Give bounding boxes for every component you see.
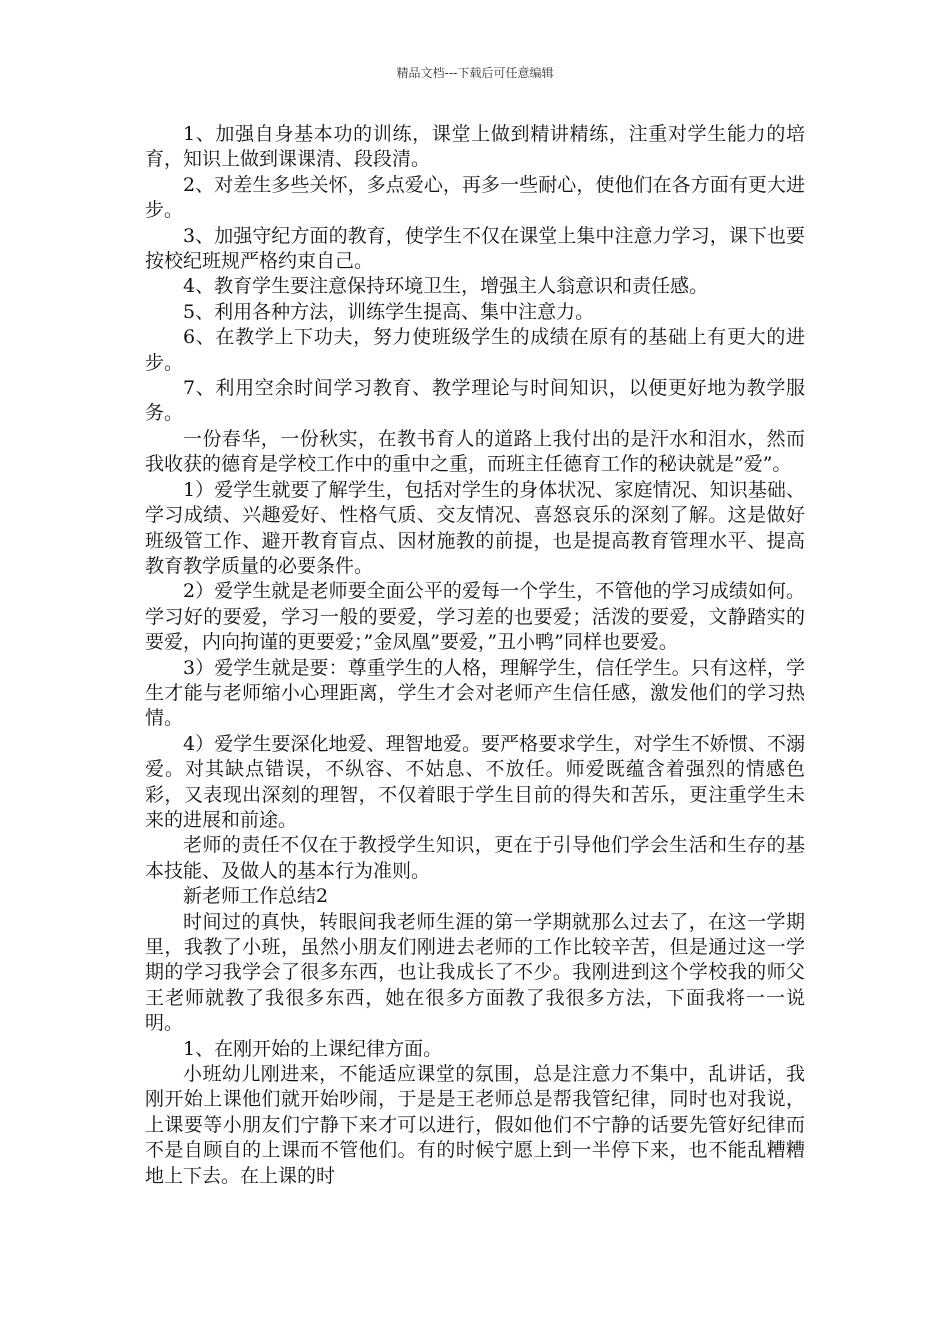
paragraph: 3、加强守纪方面的教育，使学生不仅在课堂上集中注意力学习，课下也要按校纪班规严格约束自己。 — [145, 224, 805, 273]
paragraph: 老师的责任不仅在于教授学生知识，更在于引导他们学会生活和生存的基本技能、及做人的基本行为准则。 — [145, 834, 805, 882]
document-body — [145, 122, 805, 1189]
paragraph: 1、在刚开始的上课纪律方面。 — [183, 1037, 443, 1060]
paragraph: 小班幼儿刚进来，不能适应课堂的氛围，总是注意力不集中，乱讲话，我刚开始上课他们就开始吵闹，于是是王老师总是帮我管纪律，同时也对我说，上课要等小朋友们宁静下来才可以进行，假如他们不宁静的话要先管好纪律而不是自顾自的上课而不管他们。有的时候宁愿上到一半停下来，也不能乱糟糟地上下去。在上课的时 — [145, 1063, 805, 1187]
paragraph: 1、加强自身基本功的训练，课堂上做到精讲精练，注重对学生能力的培育，知识上做到课课清、段段清。 — [145, 123, 805, 171]
paragraph: 一份春华，一份秋实，在教书育人的道路上我付出的是汗水和泪水，然而我收获的德育是学校工作中的重中之重，而班主任德育工作的秘诀就是”爱”。 — [145, 427, 805, 476]
paragraph: 4、教育学生要注意保持环境卫生，增强主人翁意识和责任感。 — [183, 275, 709, 298]
paragraph: 时间过的真快，转眼间我老师生涯的第一学期就那么过去了，在这一学期里，我教了小班，虽然小朋友们刚进去老师的工作比较辛苦，但是通过这一学期的学习我学会了很多东西，也让我成长了不少。我刚进到这个学校我的师父王老师就教了我很多东西，她在很多方面教了我很多方法，下面我将一一说明。 — [145, 910, 805, 1035]
paragraph: 7、利用空余时间学习教育、教学理论与时间知识，以便更好地为教学服务。 — [145, 377, 805, 425]
paragraph: 2、对差生多些关怀，多点爱心，再多一些耐心，使他们在各方面有更大进步。 — [145, 173, 805, 222]
paragraph: 4）爱学生要深化地爱、理智地爱。要严格要求学生，对学生不娇惯、不溺爱。对其缺点错误，不纵容、不姑息、不放任。师爱既蕴含着强烈的情感色彩，又表现出深刻的理智，不仅着眼于学生目前的得失和苦乐，更注重学生未来的进展和前途。 — [145, 732, 805, 831]
paragraph: 5、利用各种方法，训练学生提高、集中注意力。 — [183, 300, 595, 323]
paragraph: 2）爱学生就是老师要全面公平的爱每一个学生，不管他的学习成绩如何。学习好的要爱，学习一般的要爱，学习差的也要爱；活泼的要爱，文静踏实的要爱，内向拘谨的更要爱；”金凤凰”要爱，”丑小鸭”同样也要爱。 — [145, 580, 805, 654]
paragraph: 1）爱学生就要了解学生，包括对学生的身体状况、家庭情况、知识基础、学习成绩、兴趣爱好、性格气质、交友情况、喜怒哀乐的深刻了解。这是做好班级管工作、避开教育盲点、因材施教的前提，也是提高教育管理水平、提高教育教学质量的必要条件。 — [145, 478, 805, 577]
paragraph: 6、在教学上下功夫，努力使班级学生的成绩在原有的基础上有更大的进步。 — [145, 326, 805, 374]
paragraph: 3）爱学生就是要：尊重学生的人格，理解学生，信任学生。只有这样，学生才能与老师缩小心理距离，学生才会对老师产生信任感，激发他们的学习热情。 — [145, 656, 805, 730]
section-heading: 新老师工作总结2 — [183, 885, 329, 908]
page-header: 精品文档---下载后可任意编辑 — [396, 66, 554, 80]
